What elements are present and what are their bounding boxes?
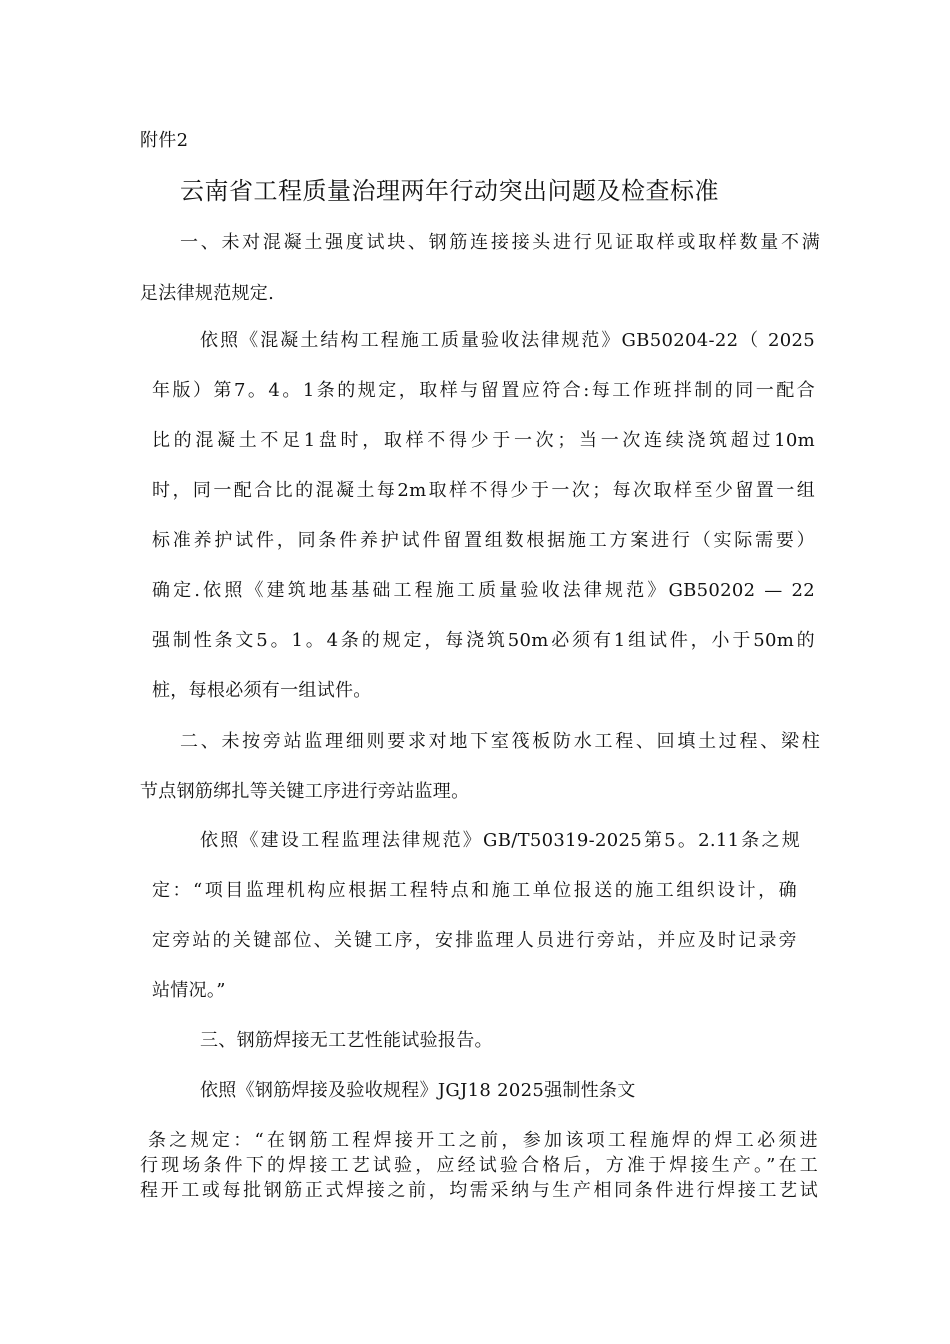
section-2-body-line: 依照《建设工程监理法律规范》GB/T50319-2025第5。2.11条之规 [200,830,800,851]
section-1-body-line: 桩，每根必须有一组试件。 [152,680,372,701]
section-3-body-line: 条之规定：“在钢筋工程焊接开工之前，参加该项工程施焊的焊工必须进 [148,1130,818,1151]
section-3-heading: 三、钢筋焊接无工艺性能试验报告。 [200,1030,493,1051]
section-1-body-line: 时，同一配合比的混凝土每2m取样不得少于一次；每次取样至少留置一组 [152,480,815,501]
section-1-body-line: 强制性条文5。1。4条的规定，每浇筑50m必须有1组试件，小于50m的 [152,630,815,651]
section-2-body-line: 定旁站的关键部位、关键工序，安排监理人员进行旁站，并应及时记录旁 [152,930,797,951]
section-2-heading-line: 节点钢筋绑扎等关键工序进行旁站监理。 [140,781,470,802]
section-1-body-line: 标准养护试件，同条件养护试件留置组数根据施工方案进行（实际需要） [152,530,815,551]
section-3-body-intro: 依照《钢筋焊接及验收规程》JGJ18 2025强制性条文 [200,1080,636,1101]
section-3-body-line: 行现场条件下的焊接工艺试验，应经试验合格后，方准于焊接生产。”在工 [140,1155,818,1176]
section-1-body-line: 年版）第7。4。1条的规定，取样与留置应符合:每工作班拌制的同一配合 [152,380,815,401]
section-2-body-line: 站情况。” [152,980,226,1001]
section-1-heading-line: 足法律规范规定. [140,283,275,304]
section-2-body-line: 定：“项目监理机构应根据工程特点和施工单位报送的施工组织设计，确 [152,880,797,901]
section-1-body-line: 比的混凝土不足1盘时，取样不得少于一次；当一次连续浇筑超过10m [152,430,815,451]
section-1-body-line: 依照《混凝土结构工程施工质量验收法律规范》GB50204-22（ 2025 [200,330,815,351]
section-1-body-line: 确定.依照《建筑地基基础工程施工质量验收法律规范》GB50202 — 22 [152,580,815,601]
section-2-heading-line: 二、未按旁站监理细则要求对地下室筏板防水工程、回填土过程、梁柱 [180,731,820,752]
section-3-body-line: 程开工或每批钢筋正式焊接之前，均需采纳与生产相同条件进行焊接工艺试 [140,1180,818,1201]
section-1-heading-line: 一、未对混凝土强度试块、钢筋连接接头进行见证取样或取样数量不满 [180,232,820,253]
attachment-label: 附件2 [140,130,189,151]
document-title: 云南省工程质量治理两年行动突出问题及检查标准 [180,177,719,205]
